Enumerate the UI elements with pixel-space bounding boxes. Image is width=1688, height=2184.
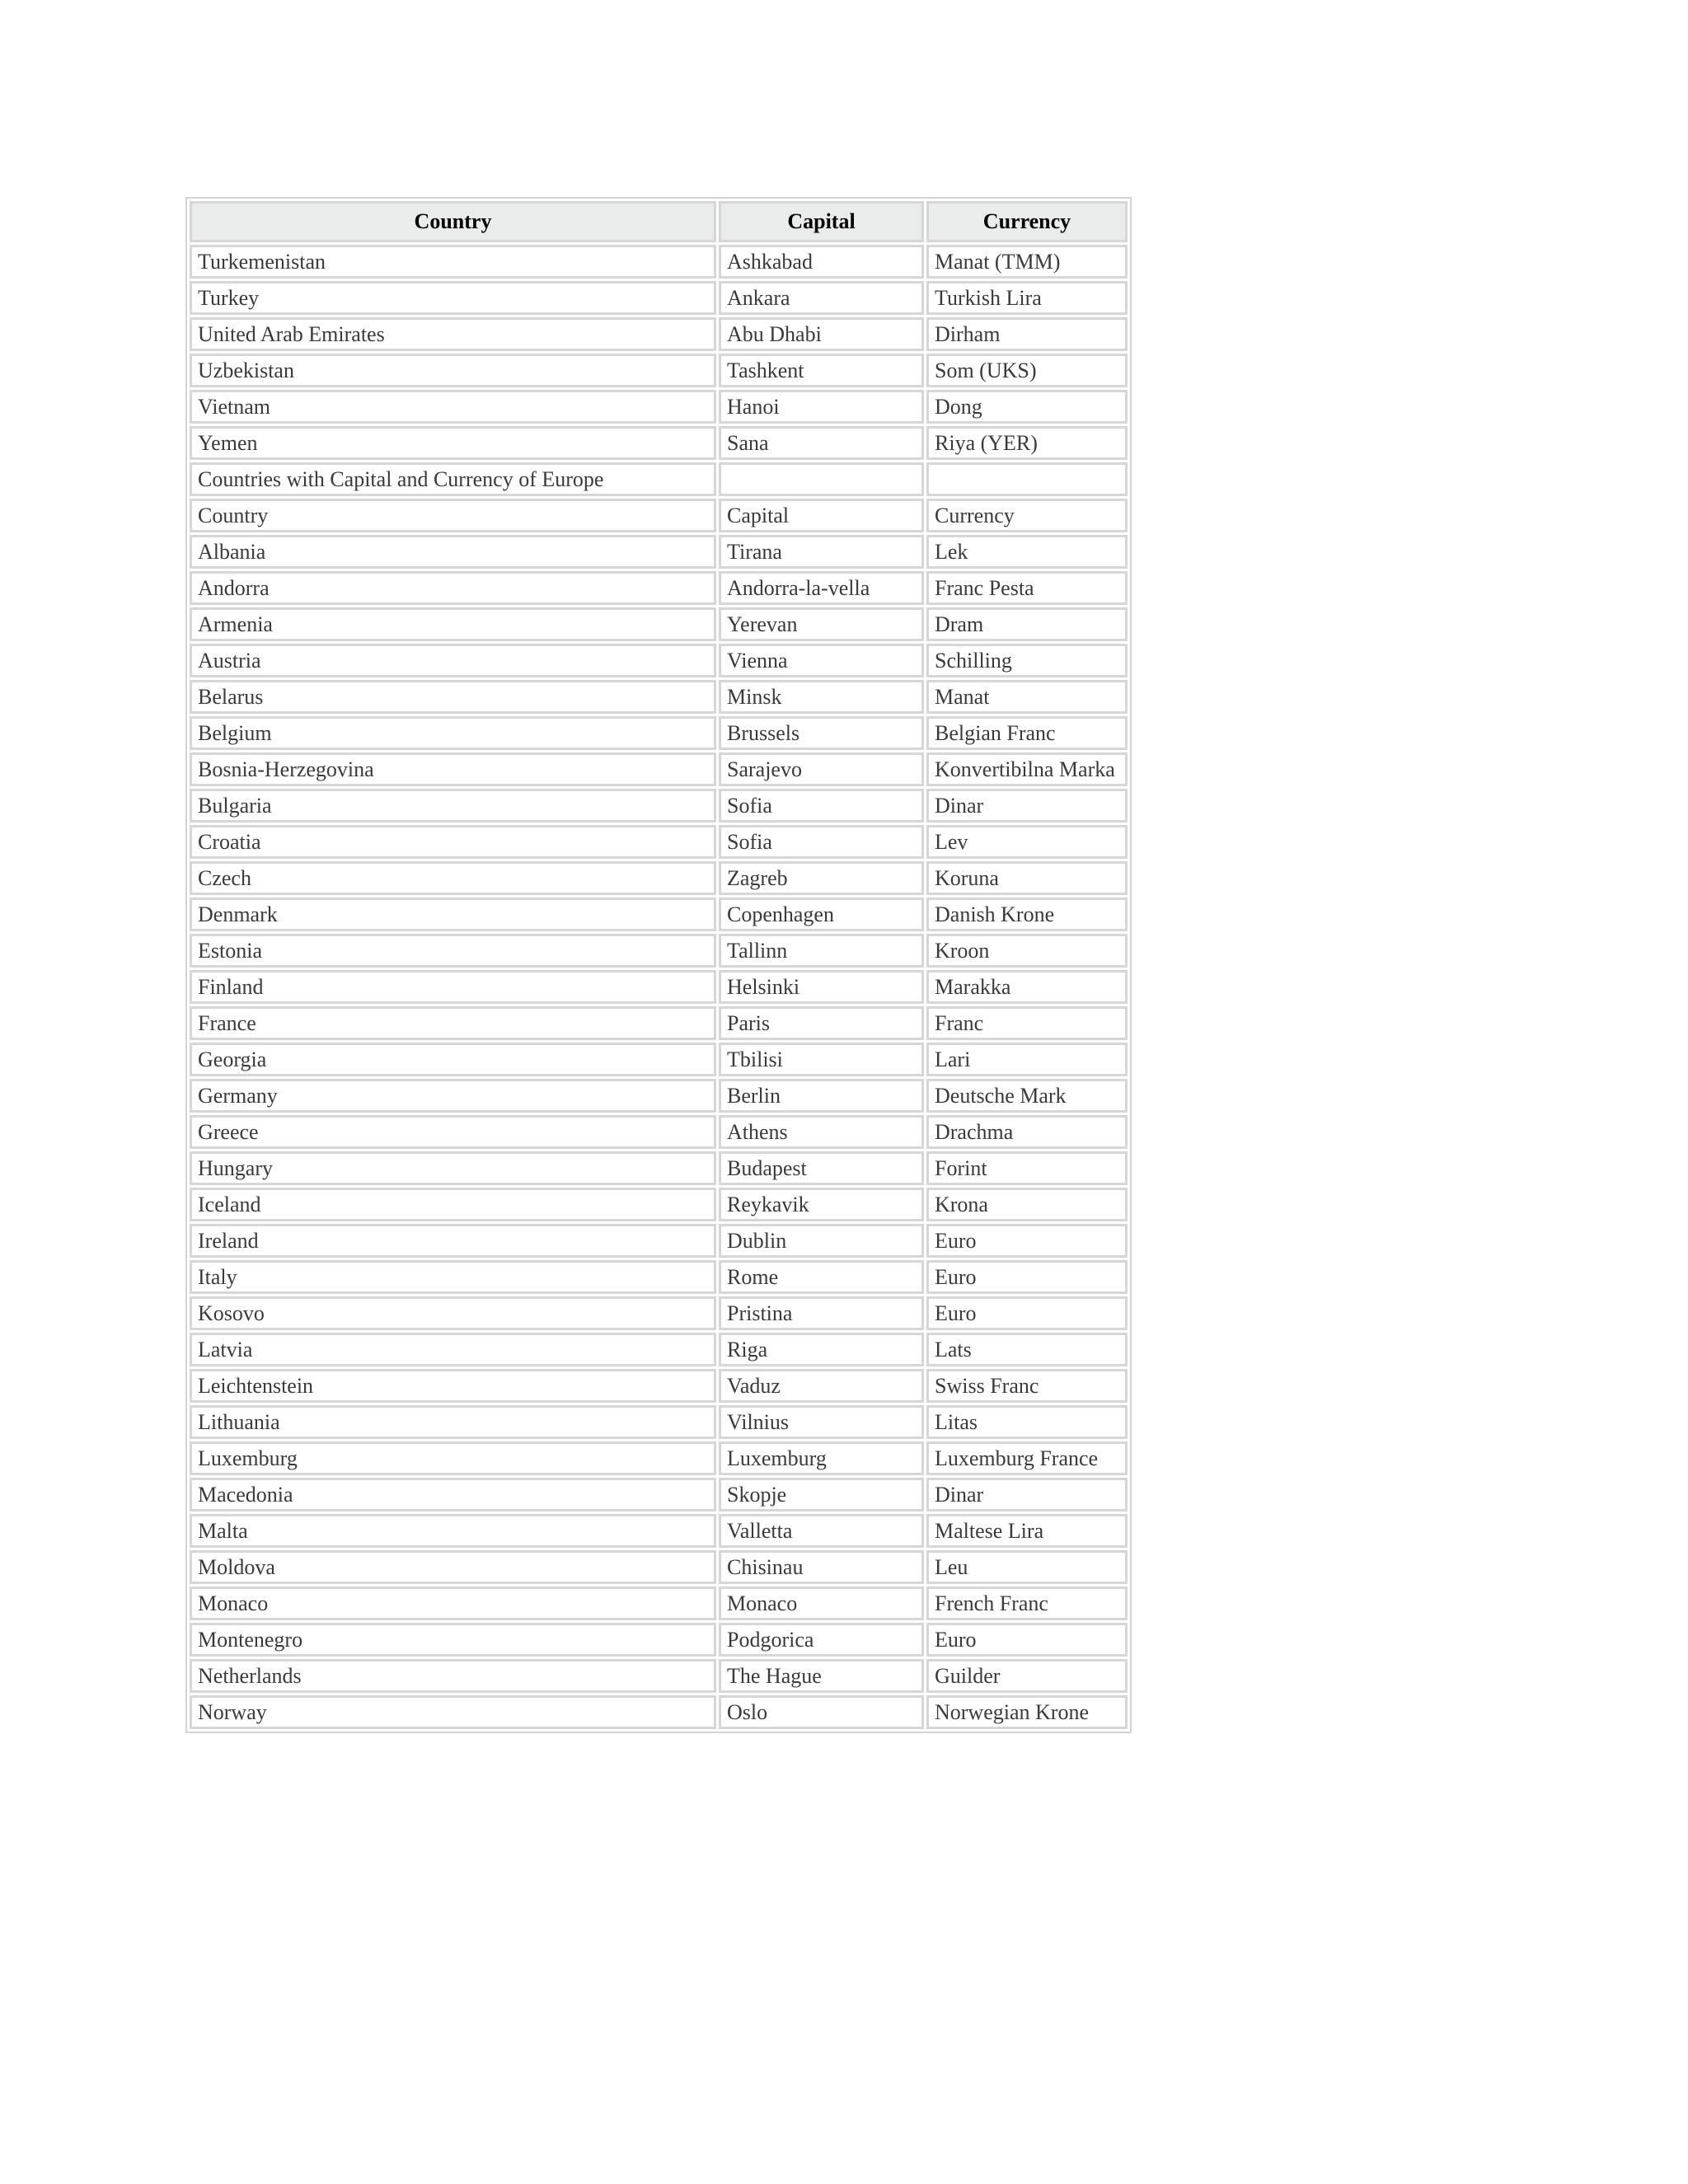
country-cell: Croatia [190,825,716,859]
currency-cell: Guilder [926,1659,1128,1693]
table-row [190,825,1128,859]
currency-cell: Currency [926,499,1128,532]
table-header-row [190,201,1128,242]
country-cell: Turkey [190,281,716,315]
capital-cell: Sofia [719,825,924,859]
capital-cell: Hanoi [719,390,924,424]
currency-cell: Lats [926,1333,1128,1366]
country-cell: Bosnia-Herzegovina [190,752,716,786]
capital-cell: Berlin [719,1079,924,1113]
capital-cell: Helsinki [719,970,924,1004]
currency-cell: Lev [926,825,1128,859]
table-row [190,1659,1128,1693]
currency-cell: Litas [926,1405,1128,1439]
table-row [190,245,1128,279]
capital-cell: Athens [719,1115,924,1149]
capital-cell: Valletta [719,1514,924,1548]
table-row [190,1586,1128,1620]
capital-cell: Tashkent [719,354,924,387]
table-row [190,1514,1128,1548]
currency-cell: Manat (TMM) [926,245,1128,279]
country-cell: United Arab Emirates [190,317,716,351]
capital-cell: Andorra-la-vella [719,571,924,605]
table-row [190,1006,1128,1040]
currency-cell: Danish Krone [926,898,1128,931]
capital-cell: Ashkabad [719,245,924,279]
capital-cell: Sofia [719,789,924,823]
currency-cell: Maltese Lira [926,1514,1128,1548]
currency-cell: Franc [926,1006,1128,1040]
table-row [190,716,1128,750]
table-row [190,752,1128,786]
currency-cell: Dirham [926,317,1128,351]
table-row [190,354,1128,387]
country-cell: France [190,1006,716,1040]
currency-cell: Kroon [926,934,1128,968]
table-row [190,317,1128,351]
table-row [190,499,1128,532]
currency-cell: Koruna [926,861,1128,895]
table-row [190,644,1128,677]
capital-cell: Ankara [719,281,924,315]
country-cell: Iceland [190,1188,716,1221]
table-row [190,1260,1128,1294]
capital-cell: Reykavik [719,1188,924,1221]
table-row [190,1115,1128,1149]
capital-cell: Chisinau [719,1550,924,1584]
table-row [190,861,1128,895]
capital-cell: Tirana [719,535,924,569]
country-cell: Italy [190,1260,716,1294]
currency-cell: Riya (YER) [926,426,1128,460]
country-cell: Country [190,499,716,532]
capital-cell: Luxemburg [719,1441,924,1475]
country-cell: Belarus [190,680,716,714]
currency-cell: Euro [926,1224,1128,1258]
country-cell: Andorra [190,571,716,605]
capital-cell: Yerevan [719,607,924,641]
currency-cell: Dram [926,607,1128,641]
table-body [190,245,1128,1729]
capital-cell: Capital [719,499,924,532]
capital-cell: Rome [719,1260,924,1294]
table-row [190,1369,1128,1403]
country-cell: Leichtenstein [190,1369,716,1403]
capital-cell: Paris [719,1006,924,1040]
currency-cell: Krona [926,1188,1128,1221]
currency-cell: Franc Pesta [926,571,1128,605]
currency-cell: Belgian Franc [926,716,1128,750]
country-cell: Albania [190,535,716,569]
table-row [190,1296,1128,1330]
capital-cell: Sarajevo [719,752,924,786]
country-cell: Netherlands [190,1659,716,1693]
country-cell: Ireland [190,1224,716,1258]
country-cell: Hungary [190,1151,716,1185]
table-row [190,934,1128,968]
table-row [190,571,1128,605]
country-cell: Kosovo [190,1296,716,1330]
currency-cell: Dinar [926,789,1128,823]
capital-cell: Brussels [719,716,924,750]
capital-cell: Copenhagen [719,898,924,931]
country-cell: Lithuania [190,1405,716,1439]
capital-cell: Pristina [719,1296,924,1330]
country-cell: Czech [190,861,716,895]
currency-cell: Deutsche Mark [926,1079,1128,1113]
currency-cell: Leu [926,1550,1128,1584]
table-row [190,281,1128,315]
header-currency: Currency [926,201,1128,242]
country-cell: Norway [190,1695,716,1729]
table-row [190,1333,1128,1366]
table-row [190,1079,1128,1113]
country-cell: Macedonia [190,1478,716,1511]
currency-cell: Som (UKS) [926,354,1128,387]
capital-cell: Skopje [719,1478,924,1511]
capital-cell: Monaco [719,1586,924,1620]
country-cell: Belgium [190,716,716,750]
country-cell: Vietnam [190,390,716,424]
table-row [190,462,1128,496]
country-cell: Estonia [190,934,716,968]
table-row [190,1043,1128,1076]
table-row [190,426,1128,460]
currency-cell: Lari [926,1043,1128,1076]
currency-cell: Turkish Lira [926,281,1128,315]
currency-cell: Dong [926,390,1128,424]
country-cell: Denmark [190,898,716,931]
capital-cell [719,462,924,496]
header-capital: Capital [719,201,924,242]
table-row [190,789,1128,823]
country-cell: Armenia [190,607,716,641]
currency-cell: Luxemburg France [926,1441,1128,1475]
currency-cell: Konvertibilna Marka [926,752,1128,786]
currency-cell: Schilling [926,644,1128,677]
table-row [190,680,1128,714]
capital-cell: Tallinn [719,934,924,968]
country-cell: Finland [190,970,716,1004]
capital-cell: Vaduz [719,1369,924,1403]
capital-cell: Budapest [719,1151,924,1185]
currency-cell: Forint [926,1151,1128,1185]
capital-cell: Minsk [719,680,924,714]
currency-cell: Marakka [926,970,1128,1004]
country-cell: Monaco [190,1586,716,1620]
currency-cell: Dinar [926,1478,1128,1511]
country-cell: Malta [190,1514,716,1548]
country-capital-currency-table [185,197,1132,1733]
table-row [190,1224,1128,1258]
table-row [190,898,1128,931]
capital-cell: Dublin [719,1224,924,1258]
country-cell: Bulgaria [190,789,716,823]
country-cell: Georgia [190,1043,716,1076]
capital-cell: Tbilisi [719,1043,924,1076]
table-row [190,1441,1128,1475]
table-row [190,1151,1128,1185]
country-cell: Austria [190,644,716,677]
currency-cell: Euro [926,1296,1128,1330]
currency-cell: Manat [926,680,1128,714]
country-cell: Moldova [190,1550,716,1584]
country-cell: Germany [190,1079,716,1113]
capital-cell: Riga [719,1333,924,1366]
currency-cell: Drachma [926,1115,1128,1149]
capital-cell: Oslo [719,1695,924,1729]
table-row [190,1478,1128,1511]
capital-cell: Sana [719,426,924,460]
currency-cell: French Franc [926,1586,1128,1620]
table-row [190,535,1128,569]
table-row [190,390,1128,424]
country-cell: Countries with Capital and Currency of Europe [190,462,716,496]
table-row [190,1623,1128,1657]
capital-cell: Podgorica [719,1623,924,1657]
country-cell: Montenegro [190,1623,716,1657]
table-row [190,1405,1128,1439]
currency-cell: Euro [926,1623,1128,1657]
currency-cell: Swiss Franc [926,1369,1128,1403]
capital-cell: Vilnius [719,1405,924,1439]
country-cell: Latvia [190,1333,716,1366]
table-row [190,970,1128,1004]
country-cell: Uzbekistan [190,354,716,387]
currency-cell: Lek [926,535,1128,569]
country-cell: Yemen [190,426,716,460]
currency-cell [926,462,1128,496]
country-cell: Greece [190,1115,716,1149]
currency-cell: Euro [926,1260,1128,1294]
capital-cell: The Hague [719,1659,924,1693]
table-row [190,607,1128,641]
capital-cell: Vienna [719,644,924,677]
country-cell: Luxemburg [190,1441,716,1475]
header-country: Country [190,201,716,242]
capital-cell: Abu Dhabi [719,317,924,351]
table-row [190,1550,1128,1584]
country-cell: Turkemenistan [190,245,716,279]
capital-cell: Zagreb [719,861,924,895]
table-row [190,1188,1128,1221]
table-row [190,1695,1128,1729]
currency-cell: Norwegian Krone [926,1695,1128,1729]
